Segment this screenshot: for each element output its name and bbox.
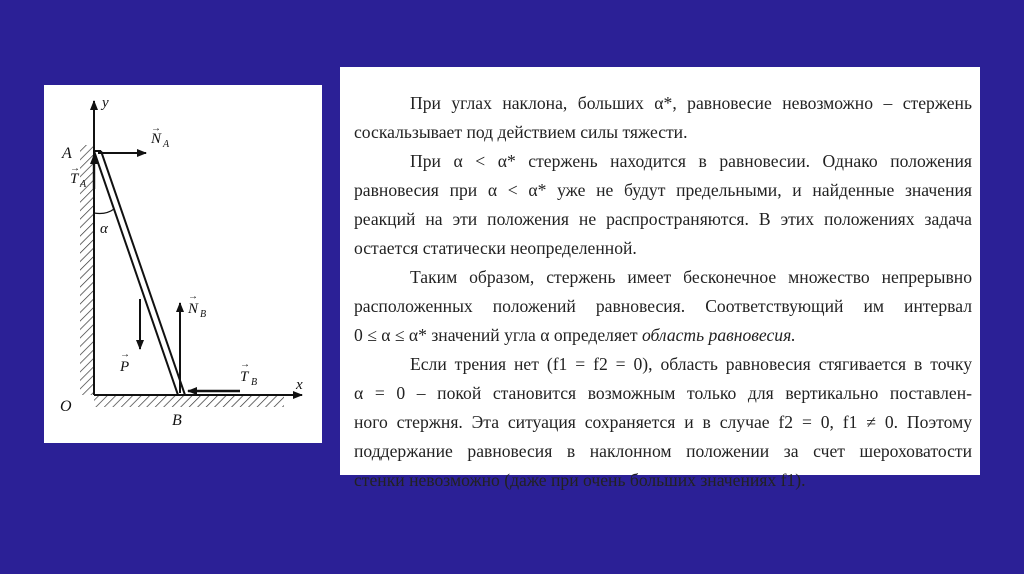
- text-line-13: поддержание равновесия в наклонном положении за счет шероховатости: [354, 441, 972, 461]
- normal-force-a-vector-mark: →: [151, 123, 161, 134]
- normal-force-b-vector-mark: →: [188, 291, 198, 302]
- text-line-5: реакций на эти положения не распространяются. В этих положениях задача: [354, 209, 972, 229]
- weight-label: P: [120, 359, 130, 375]
- alpha-label: α: [100, 221, 108, 237]
- weight-vector-mark: →: [120, 349, 130, 360]
- friction-force-a-label: T: [70, 171, 79, 187]
- friction-force-b-vector-mark: →: [240, 359, 250, 370]
- point-b-label: B: [172, 412, 182, 429]
- emphasis-term: область равновесия.: [641, 325, 796, 345]
- alpha-arc: [94, 209, 114, 214]
- floor-hatching: [94, 395, 284, 407]
- text-line-11: α = 0 – покой становится возможным только для вертикально поставлен-: [354, 383, 972, 403]
- normal-force-a-subscript: A: [163, 139, 170, 150]
- friction-force-b-subscript: B: [251, 377, 258, 388]
- rod-edge-right: [101, 151, 185, 395]
- text-line-9-main: 0 ≤ α ≤ α* значений угла α определяет: [354, 325, 642, 345]
- point-a-label: A: [62, 145, 72, 162]
- figure-panel: [44, 85, 322, 443]
- text-line-10: Если трения нет (f1 = f2 = 0), область равновесия стягивается в точку: [410, 354, 972, 374]
- y-axis-label: y: [102, 95, 109, 111]
- ladder-diagram: [44, 85, 322, 443]
- friction-force-b-label: T: [240, 369, 249, 385]
- text-line-9: [354, 321, 972, 350]
- text-line-12: ного стержня. Эта ситуация сохраняется и в случае f2 = 0, f1 ≠ 0. Поэтому: [354, 412, 972, 432]
- normal-force-b-subscript: B: [200, 309, 207, 320]
- text-line-4: равновесия при α < α* уже не будут предельными, и найденные значения: [354, 180, 972, 200]
- text-line-3: При α < α* стержень находится в равновесии. Однако положения: [410, 151, 972, 171]
- normal-force-a-label: N: [151, 131, 162, 147]
- x-axis-label: x: [296, 377, 303, 393]
- rod-edge-left: [94, 151, 178, 395]
- friction-force-a-vector-mark: →: [70, 163, 80, 174]
- text-panel: [340, 67, 980, 490]
- text-line-1: При углах наклона, больших α*, равновесие невозможно – стержень: [410, 93, 972, 113]
- text-line-2: соскальзывает под действием силы тяжести.: [354, 122, 688, 142]
- text-line-6: остается статически неопределенной.: [354, 238, 637, 258]
- text-line-8: расположенных положений равновесия. Соответствующий им интервал: [354, 296, 972, 316]
- friction-force-a-subscript: A: [80, 179, 87, 190]
- normal-force-b-label: N: [188, 301, 199, 317]
- text-body: [354, 89, 972, 495]
- origin-label: O: [60, 398, 72, 415]
- text-line-7: Таким образом, стержень имеет бесконечное множество непрерывно: [410, 267, 972, 287]
- text-line-14: стенки невозможно (даже при очень больших значениях f1).: [354, 470, 806, 490]
